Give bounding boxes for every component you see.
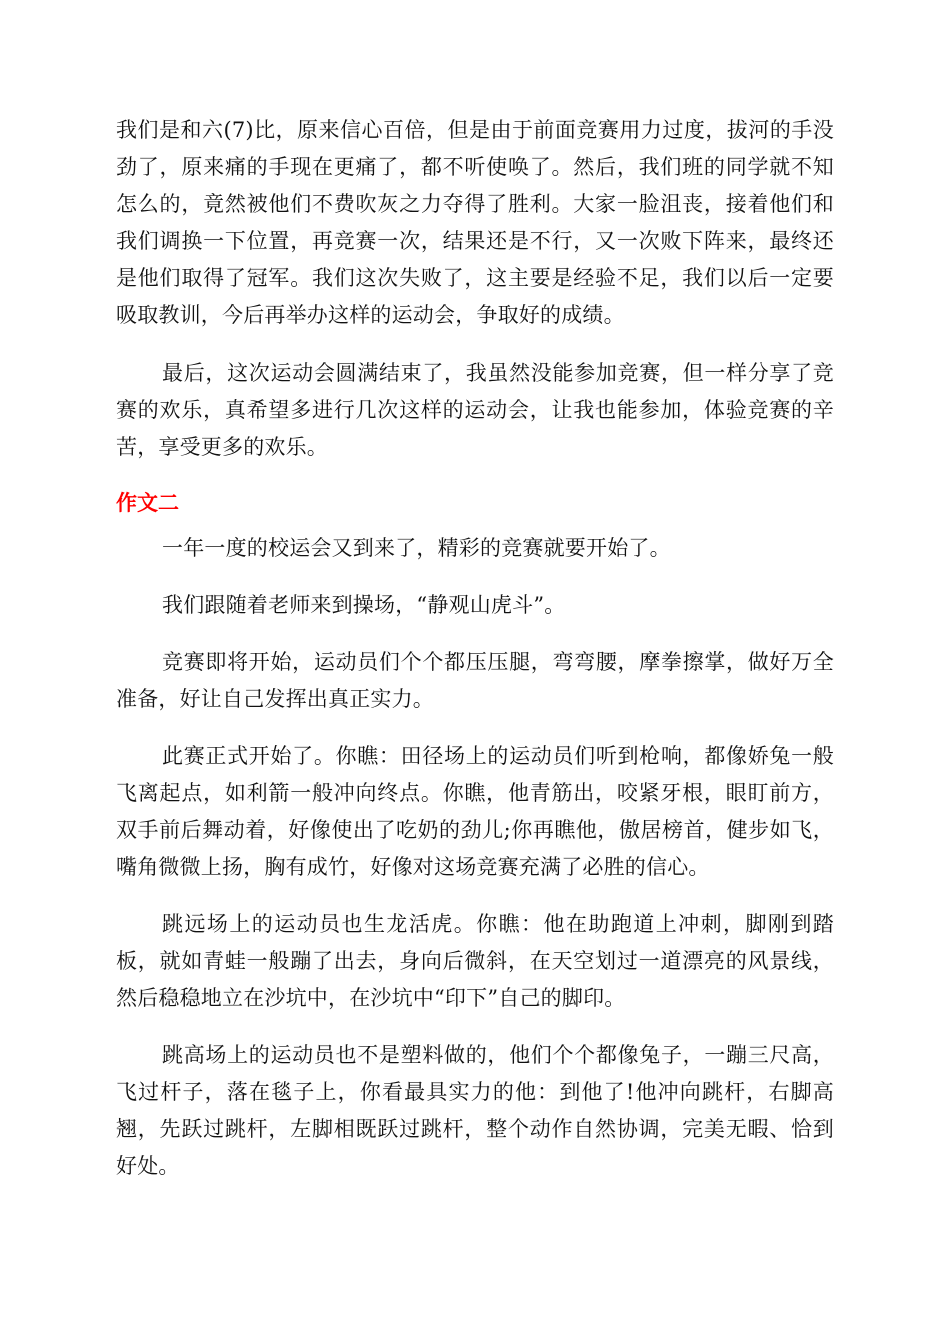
paragraph-essay2-playground: 我们跟随着老师来到操场，“静观山虎斗”。 [162,593,566,617]
paragraph-essay2-track: 此赛正式开始了。你瞧：田径场上的运动员们听到枪响，都像娇兔一般飞离起点，如利箭一般冲向终点。你瞧，他青筋出，咬紧牙根，眼盯前方，双手前后舞动着，好像使出了吃奶的劲儿;你再瞧他，傲居榜首，健步如飞，嘴角微微上扬，胸有成竹，好像对这场竞赛充满了必胜的信心。 [116,744,834,879]
paragraph-tug-of-war: 我们是和六(7)比，原来信心百倍，但是由于前面竞赛用力过度，拔河的手没劲了，原来痛的手现在更痛了，都不听使唤了。然后，我们班的同学就不知怎么的，竟然被他们不费吹灰之力夺得了胜利。大家一脸沮丧，接着他们和我们调换一下位置，再竞赛一次，结果还是不行，又一次败下阵来，最终还是他们取得了冠军。我们这次失败了，这主要是经验不足，我们以后一定要吸取教训，今后再举办这样的运动会，争取好的成绩。 [116,118,834,327]
document-body [116,112,834,1185]
paragraph-essay2-intro: 一年一度的校运会又到来了，精彩的竞赛就要开始了。 [162,536,671,560]
paragraph-conclusion: 最后，这次运动会圆满结束了，我虽然没能参加竞赛，但一样分享了竞赛的欢乐，真希望多进行几次这样的运动会，让我也能参加，体验竞赛的辛苦，享受更多的欢乐。 [116,361,834,459]
paragraph-essay2-long-jump: 跳远场上的运动员也生龙活虎。你瞧：他在助跑道上冲刺，脚刚到踏板，就如青蛙一般蹦了出去，身向后微斜，在天空划过一道漂亮的风景线，然后稳稳地立在沙坑中，在沙坑中“印下”自己的脚印。 [116,912,834,1010]
paragraph-essay2-preparation: 竞赛即将开始，运动员们个个都压压腿，弯弯腰，摩拳擦掌，做好万全准备，好让自己发挥出真正实力。 [116,650,834,711]
paragraph-essay2-high-jump: 跳高场上的运动员也不是塑料做的，他们个个都像兔子，一蹦三尺高，飞过杆子，落在毯子上，你看最具实力的他：到他了!他冲向跳杆，右脚高翘，先跃过跳杆，左脚相既跃过跳杆，整个动作自然协调，完美无暇、恰到好处。 [116,1043,834,1178]
section-heading-essay-two: 作文二 [116,491,179,515]
